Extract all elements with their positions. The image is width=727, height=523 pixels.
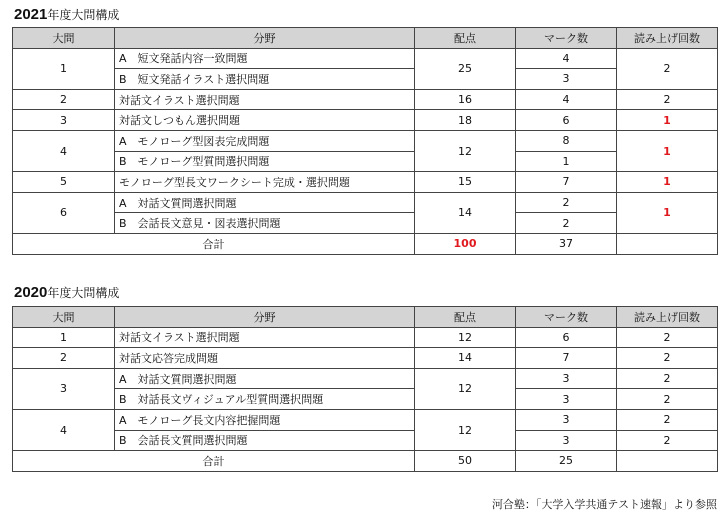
points-cell: 16: [415, 89, 516, 110]
header-reads: 読み上げ回数: [617, 307, 718, 328]
total-row: [13, 233, 718, 254]
marks-cell: 3: [516, 389, 617, 410]
title-suffix: 年度大問構成: [47, 8, 120, 22]
field-cell: A モノローグ長文内容把握問題: [115, 409, 415, 430]
table-row: [13, 368, 718, 389]
question-cell: 2: [13, 89, 115, 110]
marks-cell: 8: [516, 130, 617, 151]
question-cell: 2: [13, 348, 115, 369]
marks-cell: 2: [516, 213, 617, 234]
total-points: 100: [415, 233, 516, 254]
source-note: 河合塾：「大学入学共通テスト速報」より参照: [491, 498, 717, 511]
points-cell: 14: [415, 192, 516, 233]
points-cell: 12: [415, 409, 516, 450]
header-field: 分野: [115, 28, 415, 49]
reads-cell: 2: [617, 48, 718, 89]
table-row: [13, 348, 718, 369]
header-points: 配点: [415, 307, 516, 328]
field-cell: A モノローグ型図表完成問題: [115, 130, 415, 151]
marks-cell: 3: [516, 430, 617, 451]
header-question: 大問: [13, 307, 115, 328]
table-row: [13, 213, 718, 234]
reads-cell: 1: [617, 192, 718, 233]
field-cell: 対話文応答完成問題: [115, 348, 415, 369]
table-row: [13, 172, 718, 193]
question-cell: 1: [13, 48, 115, 89]
field-cell: A 対話文質問選択問題: [115, 192, 415, 213]
header-marks: マーク数: [516, 28, 617, 49]
points-cell: 15: [415, 172, 516, 193]
field-cell: B 対話長文ヴィジュアル型質問選択問題: [115, 389, 415, 410]
question-cell: 3: [13, 110, 115, 131]
marks-cell: 7: [516, 348, 617, 369]
table-row: [13, 110, 718, 131]
marks-cell: 1: [516, 151, 617, 172]
points-cell: 12: [415, 327, 516, 348]
table-row: [13, 130, 718, 151]
table-title-2020: [14, 285, 119, 301]
field-cell: B モノローグ型質問選択問題: [115, 151, 415, 172]
marks-cell: 6: [516, 327, 617, 348]
question-cell: 4: [13, 130, 115, 171]
table-row: [13, 327, 718, 348]
points-cell: 25: [415, 48, 516, 89]
reads-cell: 2: [617, 409, 718, 430]
marks-cell: 3: [516, 69, 617, 90]
reads-cell: 2: [617, 430, 718, 451]
structure-table-2021: [12, 27, 718, 255]
marks-cell: 4: [516, 48, 617, 69]
question-cell: 5: [13, 172, 115, 193]
reads-cell: 1: [617, 110, 718, 131]
header-reads: 読み上げ回数: [617, 28, 718, 49]
header-row: [13, 307, 718, 328]
total-points: 50: [415, 451, 516, 472]
table-row: [13, 151, 718, 172]
header-question: 大問: [13, 28, 115, 49]
field-cell: B 短文発話イラスト選択問題: [115, 69, 415, 90]
header-field: 分野: [115, 307, 415, 328]
header-row: [13, 28, 718, 49]
reads-cell: 1: [617, 130, 718, 171]
reads-cell: 2: [617, 368, 718, 389]
marks-cell: 6: [516, 110, 617, 131]
table-row: [13, 48, 718, 69]
points-cell: 14: [415, 348, 516, 369]
table-row: [13, 192, 718, 213]
table-title-2021: [14, 7, 119, 23]
field-cell: 対話文しつもん選択問題: [115, 110, 415, 131]
table-row: [13, 69, 718, 90]
title-year: 2021: [14, 6, 48, 23]
question-cell: 3: [13, 368, 115, 409]
reads-cell: 2: [617, 327, 718, 348]
points-cell: 18: [415, 110, 516, 131]
field-cell: A 対話文質問選択問題: [115, 368, 415, 389]
points-cell: 12: [415, 130, 516, 171]
marks-cell: 3: [516, 368, 617, 389]
reads-cell: 2: [617, 89, 718, 110]
header-marks: マーク数: [516, 307, 617, 328]
title-year: 2020: [14, 284, 48, 301]
marks-cell: 4: [516, 89, 617, 110]
marks-cell: 3: [516, 409, 617, 430]
total-reads: [617, 451, 718, 472]
marks-cell: 7: [516, 172, 617, 193]
table-row: [13, 430, 718, 451]
question-cell: 1: [13, 327, 115, 348]
field-cell: 対話文イラスト選択問題: [115, 327, 415, 348]
table-row: [13, 89, 718, 110]
title-suffix: 年度大問構成: [47, 286, 120, 300]
total-marks: 37: [516, 233, 617, 254]
field-cell: 対話文イラスト選択問題: [115, 89, 415, 110]
total-label: 合計: [13, 233, 415, 254]
reads-cell: 1: [617, 172, 718, 193]
total-row: [13, 451, 718, 472]
field-cell: モノローグ型長文ワークシート完成・選択問題: [115, 172, 415, 193]
total-reads: [617, 233, 718, 254]
question-cell: 6: [13, 192, 115, 233]
reads-cell: 2: [617, 389, 718, 410]
table-row: [13, 409, 718, 430]
table-row: [13, 389, 718, 410]
field-cell: A 短文発話内容一致問題: [115, 48, 415, 69]
total-label: 合計: [13, 451, 415, 472]
total-marks: 25: [516, 451, 617, 472]
field-cell: B 会話長文質問選択問題: [115, 430, 415, 451]
structure-table-2020: [12, 306, 718, 472]
field-cell: B 会話長文意見・図表選択問題: [115, 213, 415, 234]
points-cell: 12: [415, 368, 516, 409]
reads-cell: 2: [617, 348, 718, 369]
header-points: 配点: [415, 28, 516, 49]
question-cell: 4: [13, 409, 115, 450]
marks-cell: 2: [516, 192, 617, 213]
